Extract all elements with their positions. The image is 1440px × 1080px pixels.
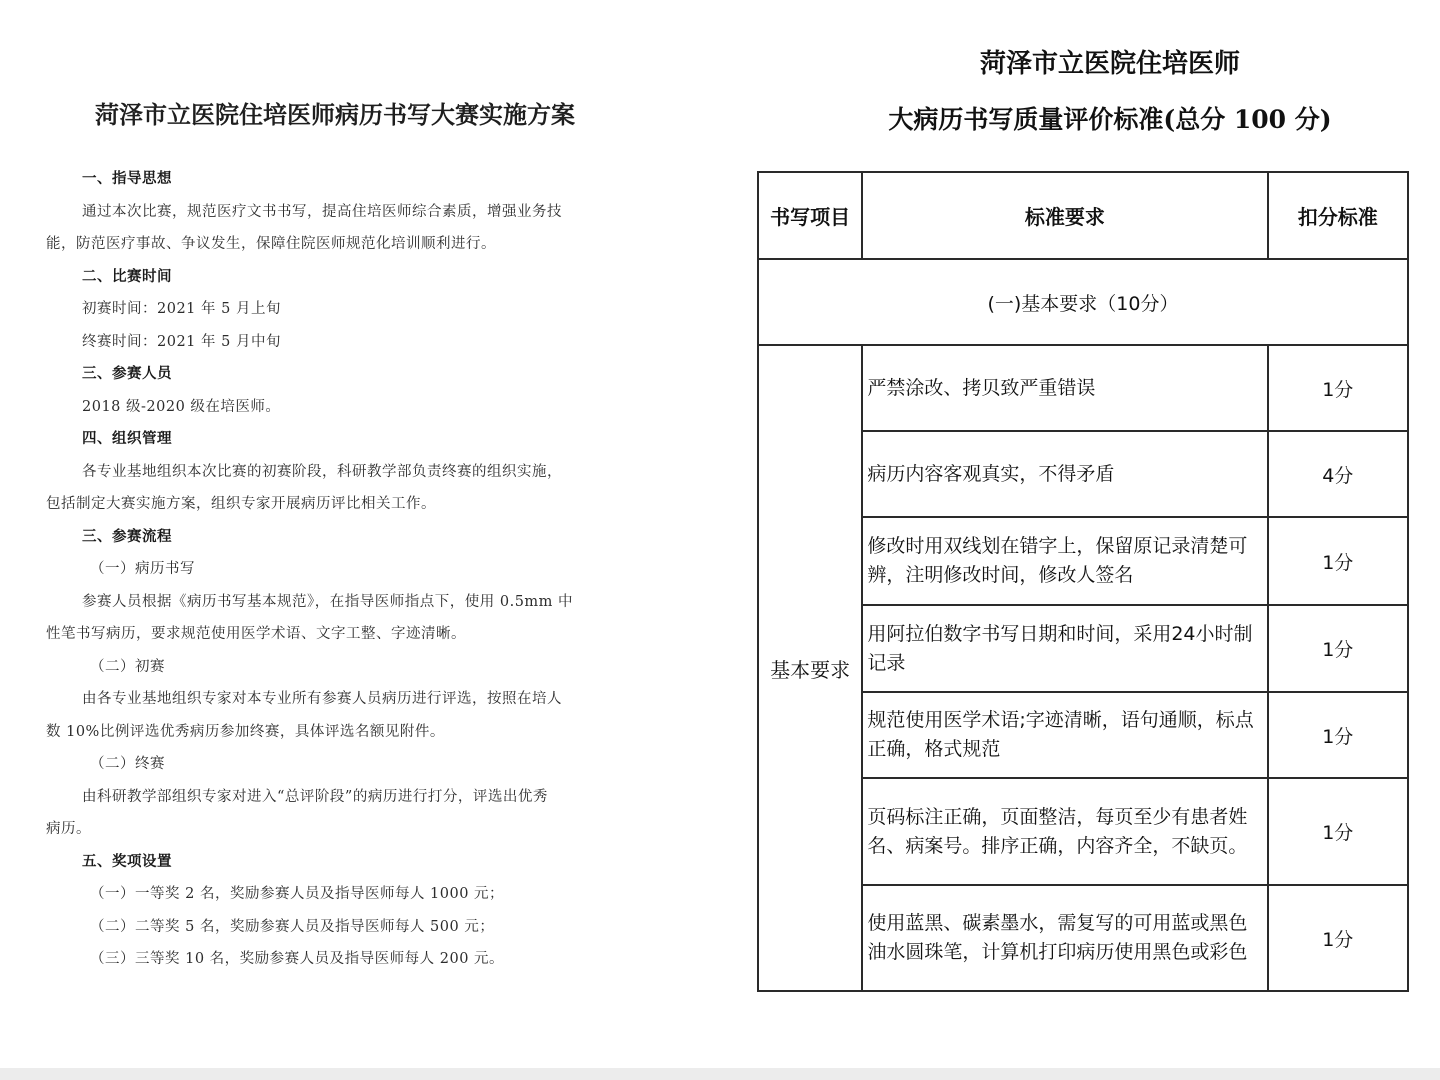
paragraph-line: 初赛时间：2021 年 5 月上旬 — [82, 301, 281, 317]
header-item: 书写项目 — [758, 172, 862, 259]
award-line: （三）三等奖 10 名，奖励参赛人员及指导医师每人 200 元。 — [90, 951, 505, 967]
paragraph-line: 通过本次比赛，规范医疗文书书写，提高住培医师综合素质，增强业务技 — [82, 203, 562, 220]
paragraph-line: 参赛人员根据《病历书写基本规范》，在指导医师指点下，使用 0.5mm 中 — [82, 593, 574, 610]
standard-cell: 用阿拉伯数字书写日期和时间，采用24小时制记录 — [862, 605, 1267, 692]
bottom-edge-strip — [0, 1068, 1440, 1080]
paragraph-line: 由各专业基地组织专家对本专业所有参赛人员病历进行评选，按照在培人 — [82, 691, 562, 707]
table-header-row — [758, 172, 1408, 259]
section-row — [758, 259, 1408, 345]
table-row — [758, 345, 1408, 431]
header-standard: 标准要求 — [862, 172, 1267, 259]
evaluation-title-line1: 菏泽市立医院住培医师 — [979, 49, 1240, 79]
section-heading: 三、参赛流程 — [82, 527, 172, 545]
standard-cell: 病历内容客观真实，不得矛盾 — [862, 431, 1267, 517]
paragraph-line: 数 10%比例评选优秀病历参加终赛，具体评选名额见附件。 — [46, 723, 445, 740]
section-heading: 五、奖项设置 — [82, 852, 172, 870]
paragraph-line: 能，防范医疗事故、争议发生，保障住院医师规范化培训顺利进行。 — [46, 236, 496, 252]
paragraph-line: 终赛时间：2021 年 5 月中旬 — [82, 333, 281, 350]
section-heading: 三、参赛人员 — [82, 365, 172, 382]
standard-cell: 修改时用双线划在错字上，保留原记录清楚可辨，注明修改时间，修改人签名 — [862, 517, 1267, 605]
subsection-heading: （二）初赛 — [90, 658, 165, 675]
paragraph-line: 病历。 — [46, 821, 91, 837]
evaluation-table — [757, 171, 1409, 992]
section-heading: 二、比赛时间 — [82, 267, 172, 285]
paragraph-line: 由科研教学部组织专家对进入“总评阶段”的病历进行打分，评选出优秀 — [82, 788, 548, 805]
score-cell: 1分 — [1268, 692, 1408, 778]
score-cell: 1分 — [1268, 778, 1408, 885]
document-body — [40, 163, 680, 976]
header-score: 扣分标准 — [1268, 172, 1408, 259]
section-heading: 一、指导思想 — [82, 170, 172, 187]
paragraph-line: 2018 级-2020 级在培医师。 — [82, 398, 281, 415]
paragraph-line: 性笔书写病历，要求规范使用医学术语、文字工整、字迹清晰。 — [46, 626, 466, 642]
score-cell: 4分 — [1268, 431, 1408, 517]
score-cell: 1分 — [1268, 345, 1408, 431]
paragraph-line: 包括制定大赛实施方案，组织专家开展病历评比相关工作。 — [46, 496, 436, 512]
standard-cell: 页码标注正确，页面整洁，每页至少有患者姓名、病案号。排序正确，内容齐全，不缺页。 — [862, 778, 1267, 885]
paragraph-line: 各专业基地组织本次比赛的初赛阶段，科研教学部负责终赛的组织实施， — [82, 463, 562, 480]
score-cell: 1分 — [1268, 885, 1408, 991]
award-line: （二）二等奖 5 名，奖励参赛人员及指导医师每人 500 元； — [90, 918, 495, 935]
document-title: 菏泽市立医院住培医师病历书写大赛实施方案 — [95, 100, 575, 129]
item-label: 基本要求 — [758, 345, 862, 991]
subsection-heading: （一）病历书写 — [90, 561, 195, 577]
subsection-heading: （二）终赛 — [90, 756, 165, 772]
standard-cell: 严禁涂改、拷贝致严重错误 — [862, 345, 1267, 431]
score-cell: 1分 — [1268, 605, 1408, 692]
standard-cell: 使用蓝黑、碳素墨水，需复写的可用蓝或黑色油水圆珠笔，计算机打印病历使用黑色或彩色 — [862, 885, 1267, 991]
evaluation-title-line2: 大病历书写质量评价标准(总分 100 分) — [888, 105, 1332, 134]
section-heading: 四、组织管理 — [82, 430, 172, 447]
standard-cell: 规范使用医学术语;字迹清晰，语句通顺，标点正确，格式规范 — [862, 692, 1267, 778]
score-cell: 1分 — [1268, 517, 1408, 605]
award-line: （一）一等奖 2 名，奖励参赛人员及指导医师每人 1000 元； — [90, 886, 505, 902]
section-label: (一)基本要求（10分） — [758, 259, 1408, 345]
